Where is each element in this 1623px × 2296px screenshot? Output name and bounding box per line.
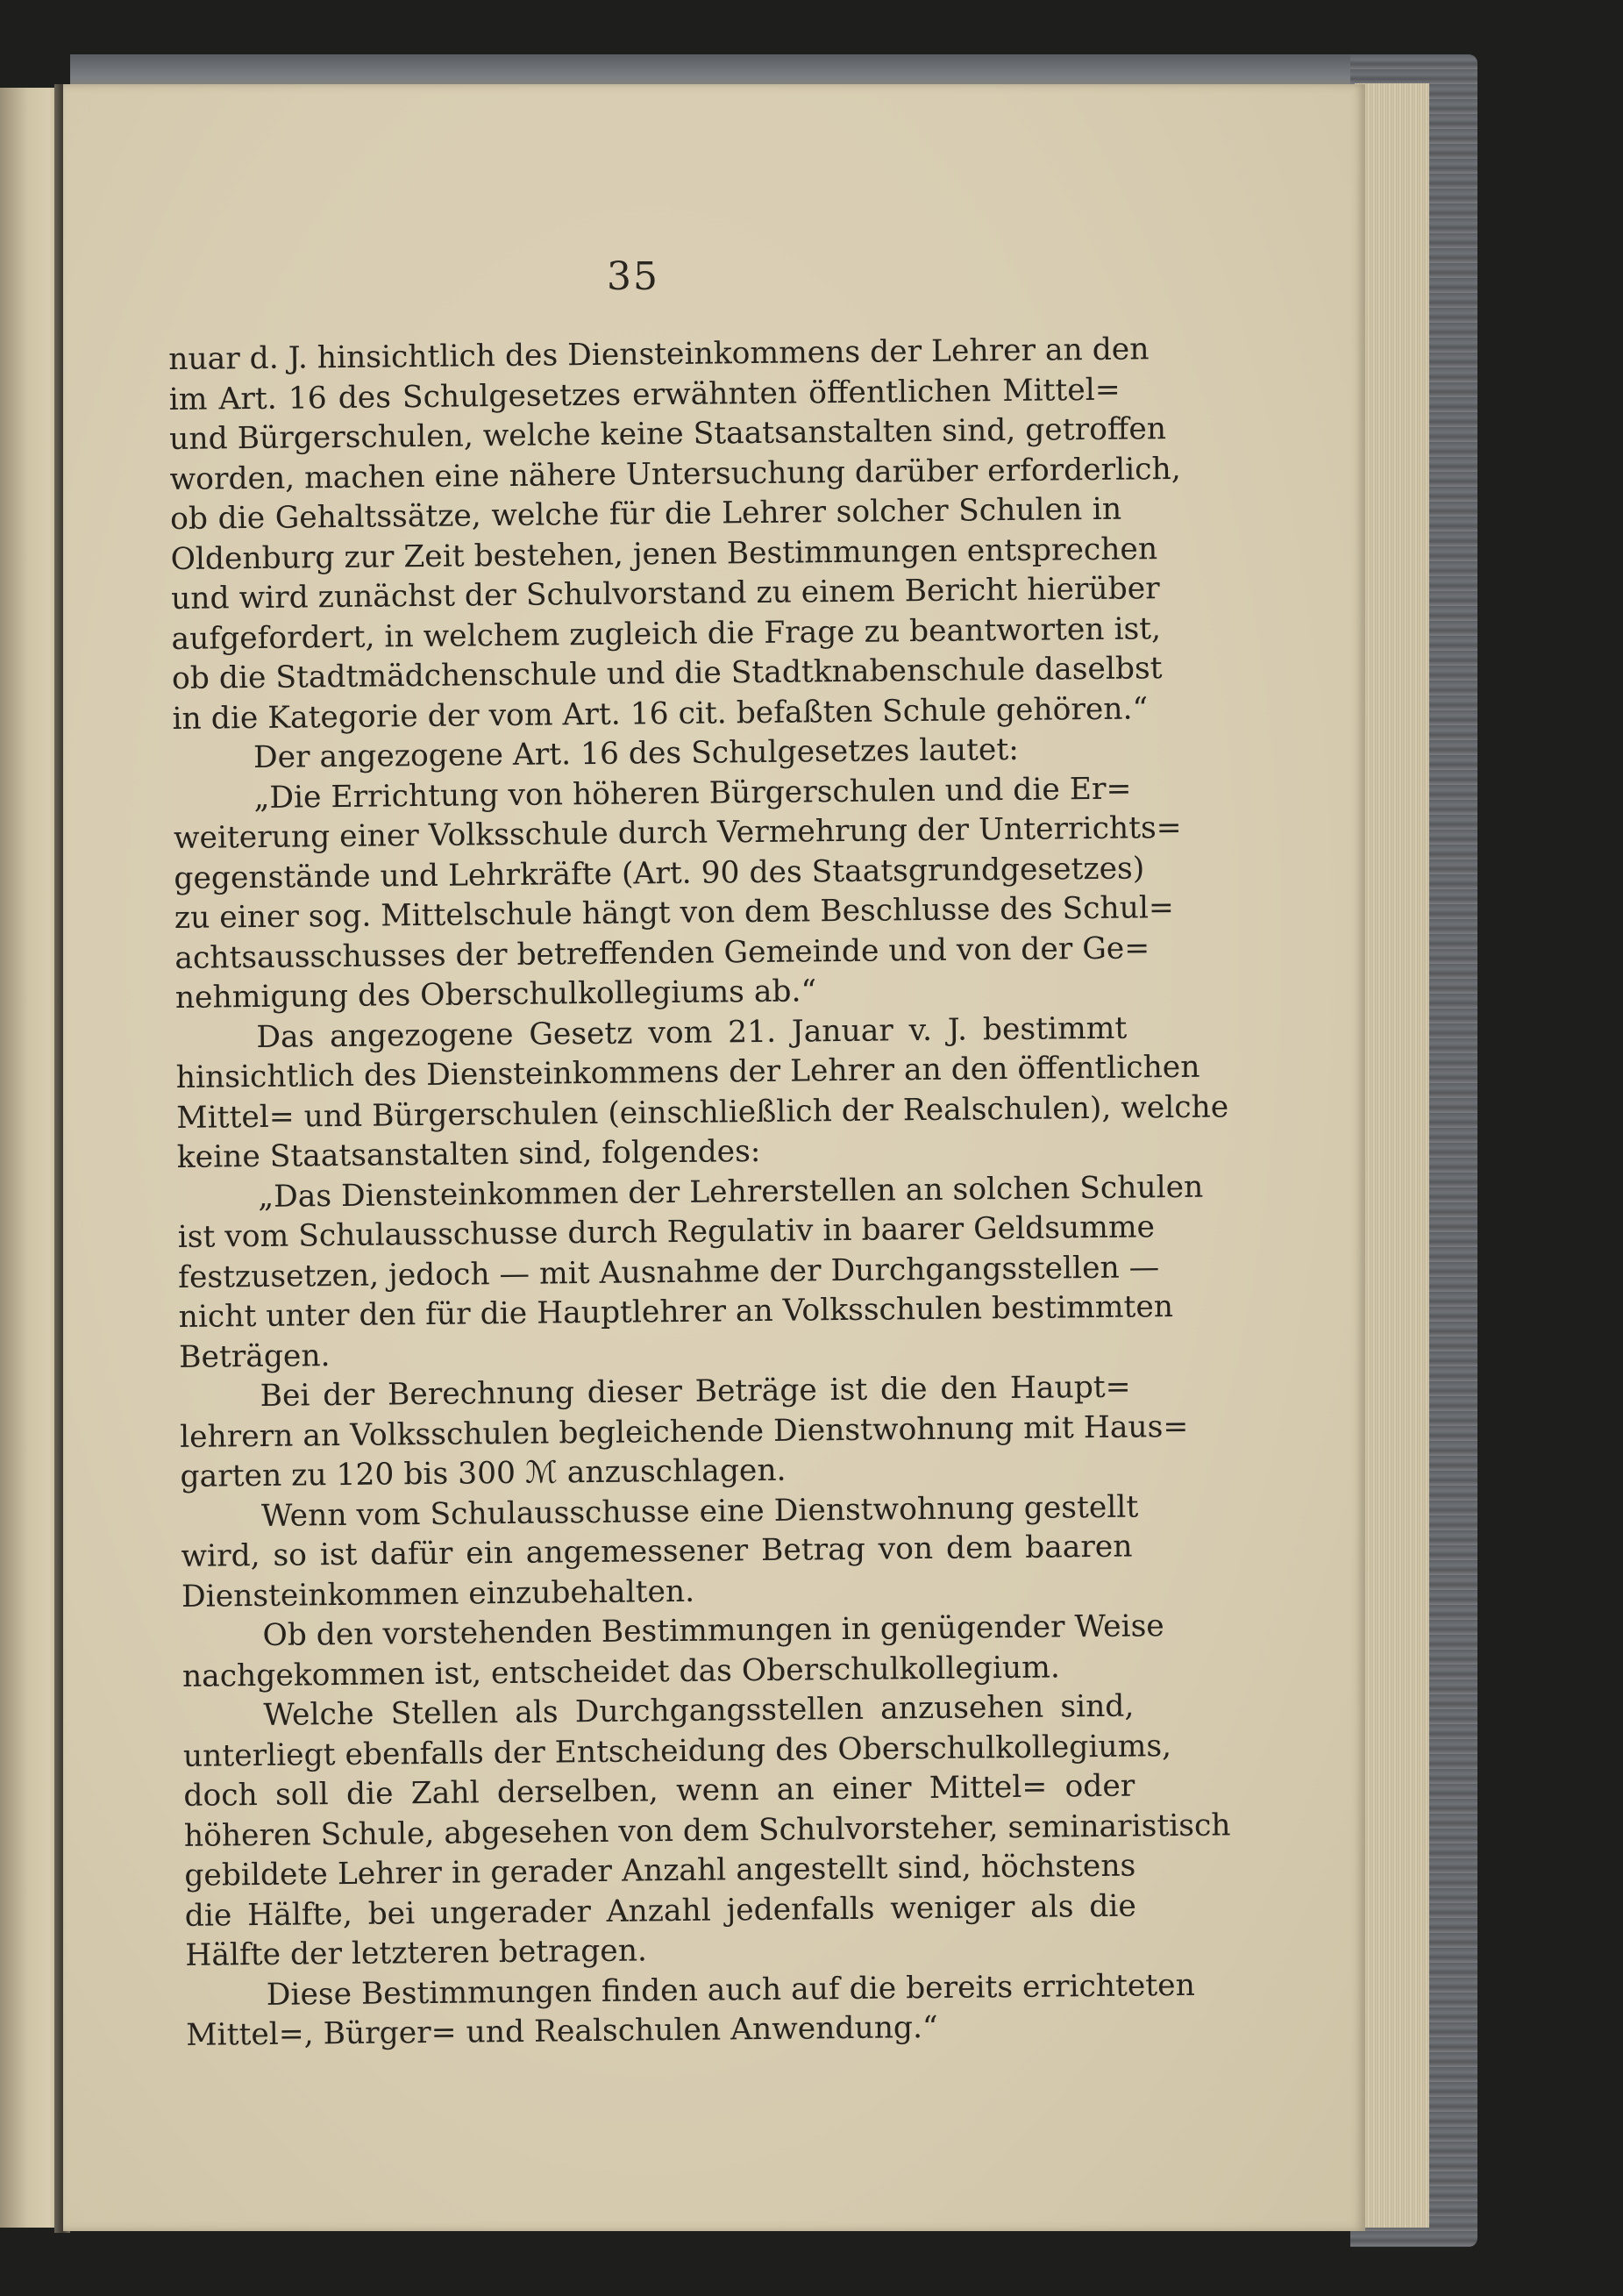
text-line: „Das Diensteinkommen der Lehrerstellen an solchen Schulen — [258, 1169, 1204, 1215]
page-edges — [1355, 83, 1429, 2228]
text-line: aufgefordert, in welchem zugleich die Frage zu beantworten ist, — [171, 610, 1162, 657]
text-line: garten zu 120 bis 300 ℳ anzuschlagen. — [180, 1452, 787, 1494]
text-line: keine Staatsanstalten sind, folgendes: — [176, 1133, 761, 1175]
text-line: ist vom Schulausschusse durch Regulativ in baarer Geldsumme — [177, 1209, 1156, 1255]
text-line: Mittel= und Bürgerschulen (einschließlich der Realschulen), welche — [176, 1088, 1229, 1136]
text-line: achtsausschusses der betreffenden Gemeinde und von der Ge= — [174, 930, 1150, 976]
text-line: festzusetzen, jedoch — mit Ausnahme der Durchgangsstellen — — [177, 1249, 1160, 1295]
text-line: Mittel=, Bürger= und Realschulen Anwendung.“ — [186, 2009, 938, 2053]
text-line: nuar d. J. hinsichtlich des Diensteinkommens der Lehrer an den — [168, 332, 1150, 377]
text-line: Wenn vom Schulausschusse eine Dienstwohnung gestellt — [260, 1488, 1139, 1534]
text-line: nachgekommen ist, entscheidet das Oberschulkollegium. — [182, 1649, 1060, 1694]
page-text — [168, 331, 1231, 2057]
text-line: höheren Schule, abgesehen von dem Schulvorsteher, seminaristisch — [183, 1807, 1231, 1854]
text-line: weiterung einer Volksschule durch Vermehrung der Unterrichts= — [173, 809, 1182, 856]
text-line: im Art. 16 des Schulgesetzes erwähnten öffentlichen Mittel= — [168, 372, 1121, 417]
text-line: Oldenburg zur Zeit bestehen, jenen Bestimmungen entsprechen — [170, 531, 1158, 577]
text-line: Das angezogene Gesetz vom 21. Januar v. J. bestimmt — [256, 1010, 1128, 1055]
text-line: Der angezogene Art. 16 des Schulgesetzes lautet: — [253, 731, 1020, 776]
text-line: in die Kategorie der vom Art. 16 cit. befaßten Schule gehören.“ — [172, 690, 1149, 737]
text-line: und wird zunächst der Schulvorstand zu einem Bericht hierüber — [170, 571, 1160, 617]
text-line: ob die Stadtmädchenschule und die Stadtknabenschule daselbst — [171, 651, 1163, 696]
text-line: lehrern an Volksschulen begleichende Dienstwohnung mit Haus= — [179, 1408, 1189, 1455]
text-line: doch soll die Zahl derselben, wenn an einer Mittel= oder — [183, 1768, 1135, 1814]
text-line: die Hälfte, bei ungerader Anzahl jedenfalls weniger als die — [184, 1888, 1136, 1934]
text-line: gegenstände und Lehrkräfte (Art. 90 des Staatsgrundgesetzes) — [174, 850, 1145, 896]
text-line: gebildete Lehrer in gerader Anzahl angestellt sind, höchstens — [184, 1848, 1136, 1893]
text-line: und Bürgerschulen, welche keine Staatsanstalten sind, getroffen — [168, 411, 1167, 457]
page-number: 35 — [607, 254, 659, 299]
text-line: Bei der Berechnung dieser Beträge ist die den Haupt= — [260, 1369, 1131, 1414]
text-line: nicht unter den für die Hauptlehrer an Volksschulen bestimmten — [178, 1289, 1174, 1335]
text-line: Hälfte der letzteren betragen. — [185, 1933, 648, 1973]
text-line: Diensteinkommen einzubehalten. — [181, 1573, 695, 1615]
text-line: ob die Gehaltssätze, welche für die Lehrer solcher Schulen in — [169, 491, 1122, 537]
text-line: wird, so ist dafür ein angemessener Betrag von dem baaren — [181, 1529, 1133, 1574]
text-line: Welche Stellen als Durchgangsstellen anzusehen sind, — [263, 1688, 1135, 1733]
text-line: Diese Bestimmungen finden auch auf die bereits errichteten — [266, 1967, 1196, 2013]
text-line: zu einer sog. Mittelschule hängt von dem Beschlusse des Schul= — [174, 890, 1175, 936]
text-line: worden, machen eine nähere Untersuchung darüber erforderlich, — [169, 451, 1181, 497]
text-line: Ob den vorstehenden Bestimmungen in genügender Weise — [262, 1608, 1164, 1653]
text-line: nehmigung des Oberschulkollegiums ab.“ — [174, 973, 817, 1016]
text-line: unterliegt ebenfalls der Entscheidung des Oberschulkollegiums, — [182, 1728, 1172, 1774]
text-line: „Die Errichtung von höheren Bürgerschulen und die Er= — [253, 771, 1132, 816]
text-line: Beträgen. — [178, 1337, 331, 1375]
text-line: hinsichtlich des Diensteinkommens der Lehrer an den öffentlichen — [175, 1049, 1200, 1095]
